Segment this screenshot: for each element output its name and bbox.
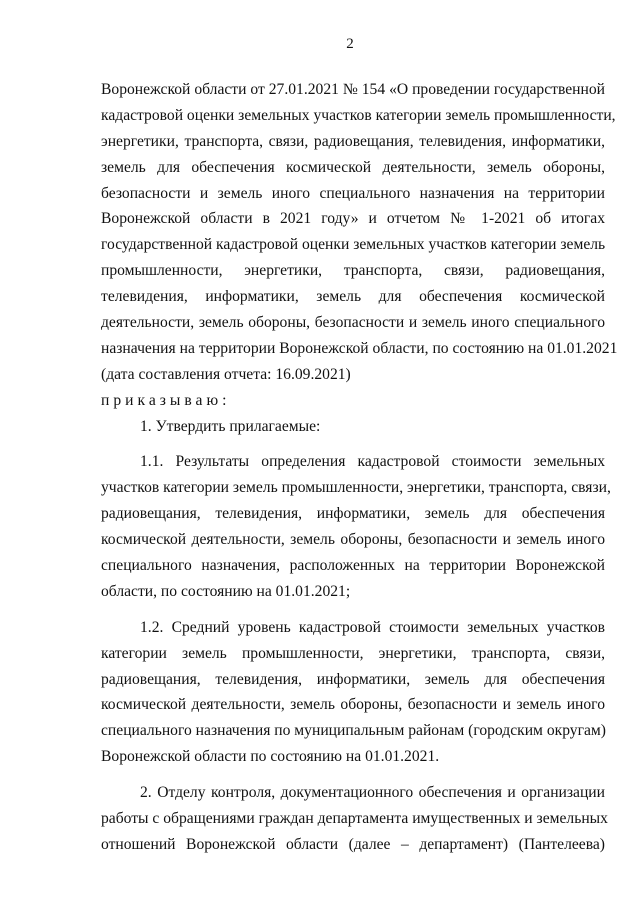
text-line: (дата составления отчета: 16.09.2021) bbox=[101, 365, 351, 383]
text-line: безопасности и земель иного специального назначения на территории bbox=[101, 184, 605, 202]
text-line: деятельности, земель обороны, безопасности и земель иного специального bbox=[101, 314, 605, 332]
text-line: промышленности, энергетики, транспорта, связи, радиовещания, bbox=[101, 262, 605, 280]
text-line: кадастровой оценки земельных участков категории земель промышленности, bbox=[101, 106, 616, 124]
text-line: участков категории земель промышленности, энергетики, транспорта, связи, bbox=[101, 479, 611, 497]
paragraph-item-1-2 bbox=[101, 615, 605, 770]
text-line: специального назначения, расположенных на территории Воронежской bbox=[101, 557, 605, 575]
text-line: Воронежской области от 27.01.2021 № 154 «О проведении государственной bbox=[101, 81, 605, 98]
text-line: 1.2. Средний уровень кадастровой стоимости земельных участков bbox=[140, 618, 605, 636]
text-line: назначения на территории Воронежской области, по состоянию на 01.01.2021 bbox=[101, 339, 618, 357]
text-line: специального назначения по муниципальным районам (городским округам) bbox=[101, 722, 606, 740]
text-line: Воронежской области в 2021 году» и отчетом № 1-2021 об итогах bbox=[101, 210, 605, 228]
text-line: телевидения, информатики, земель для обеспечения космической bbox=[101, 288, 605, 306]
text-line: отношений Воронежской области (далее – департамент) (Пантелеева) bbox=[101, 835, 605, 853]
text-line: 1. Утвердить прилагаемые: bbox=[140, 417, 321, 435]
paragraph-item-2 bbox=[101, 780, 608, 858]
paragraph-preamble bbox=[101, 77, 618, 388]
page-number: 2 bbox=[346, 36, 354, 52]
text-line: энергетики, транспорта, связи, радиовещания, телевидения, информатики, bbox=[101, 132, 605, 150]
text-line: космической деятельности, земель обороны, безопасности и земель иного bbox=[101, 696, 605, 714]
order-keyword: приказываю: bbox=[101, 391, 231, 409]
text-line: Воронежской области по состоянию на 01.01.2021. bbox=[101, 748, 440, 766]
text-line: работы с обращениями граждан департамента имущественных и земельных bbox=[101, 810, 608, 828]
text-line: 2. Отделу контроля, документационного обеспечения и организации bbox=[140, 784, 605, 802]
document-body bbox=[101, 77, 618, 858]
text-line: области, по состоянию на 01.01.2021; bbox=[101, 582, 351, 600]
text-line: государственной кадастровой оценки земельных участков категории земель bbox=[101, 236, 606, 254]
text-line: категории земель промышленности, энергетики, транспорта, связи, bbox=[101, 644, 605, 662]
text-line: 1.1. Результаты определения кадастровой стоимости земельных bbox=[140, 453, 605, 471]
text-line: космической деятельности, земель обороны, безопасности и земель иного bbox=[101, 531, 605, 549]
paragraph-item-1 bbox=[101, 414, 605, 440]
text-line: радиовещания, телевидения, информатики, земель для обеспечения bbox=[101, 670, 605, 688]
text-line: земель для обеспечения космической деятельности, земель обороны, bbox=[101, 158, 605, 176]
text-line: радиовещания, телевидения, информатики, земель для обеспечения bbox=[101, 505, 605, 523]
paragraph-item-1-1 bbox=[101, 449, 611, 604]
